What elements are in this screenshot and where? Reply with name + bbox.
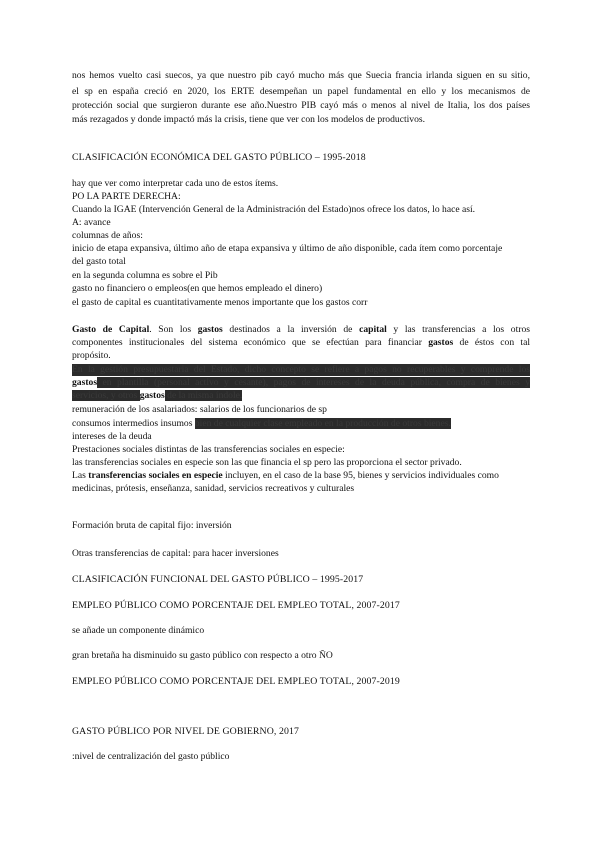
fbcf-line: Formación bruta de capital fijo: inversión — [72, 520, 232, 531]
note-line: columnas de años: — [72, 230, 143, 241]
capital-definition-line-1: Gasto de Capital. Son los gastos destinados a la inversión de capital y las transferencias a los otros — [72, 324, 530, 335]
heading-clasificacion-economica: CLASIFICACIÓN ECONÓMICA DEL GASTO PÚBLICO – 1995-2018 — [72, 152, 366, 163]
transferencias-line: las transferencias sociales en especie son las que financia el sp pero las proporciona el sector privado. — [72, 457, 462, 468]
capital-definition-line-2: componentes institucionales del sistema económico que se efectúan para financiar gastos de éstos con tal — [72, 337, 531, 348]
gran-bretana-line: gran bretaña ha disminuido su gasto público con respecto a otro ÑO — [72, 650, 333, 661]
prestaciones-line: Prestaciones sociales distintas de las transferencias sociales en especie: — [72, 444, 345, 455]
note-line: gasto no financiero o empleos(en que hemos empleado el dinero) — [72, 283, 323, 294]
highlighted-line-3: servicios, y otros gastos de la misma índole. — [72, 390, 243, 401]
remuneracion-line: remuneración de los asalariados: salarios de los funcionarios de sp — [72, 404, 327, 415]
dinamico-line: se añade un componente dinámico — [72, 625, 205, 636]
centralizacion-line: :nivel de centralización del gasto público — [72, 751, 230, 762]
capital-definition-line-3: propósito. — [72, 350, 111, 361]
intro-line-4: más rezagados y donde impactó más la crisis, tiene que ver con los modelos de productivos. — [72, 114, 426, 125]
intro-line-2: el sp en españa creció en 2020, los ERTE desempeñan un papel fundamental en ello y los mecanismos de — [72, 86, 530, 97]
intro-line-3: protección social que surgieron durante ese año.Nuestro PIB cayó más o menos al nivel de Italia, los dos países — [72, 100, 530, 111]
transferencias-especie-line: Las transferencias sociales en especie incluyen, en el caso de la base 95, bienes y servicios individuales como — [72, 470, 499, 481]
note-line: en la segunda columna es sobre el Pib — [72, 270, 218, 281]
note-line: hay que ver como interpretar cada uno de estos ítems. — [72, 178, 279, 189]
consumos-line: consumos intermedios insumos bien de cualquier clase empleado en la producción de otros bienes. — [72, 418, 451, 429]
heading-gasto-nivel-gobierno: GASTO PÚBLICO POR NIVEL DE GOBIERNO, 2017 — [72, 726, 299, 737]
note-line: Cuando la IGAE (Intervención General de la Administración del Estado)nos ofrece los datos, lo hace así. — [72, 204, 476, 215]
highlighted-line-2: gastos en plantilla (personal activo y cesante), pagos de intereses de la deuda pública, compra de bienes y — [72, 377, 530, 388]
note-line: PO LA PARTE DERECHA: — [72, 191, 181, 202]
note-line: del gasto total — [72, 256, 126, 267]
intereses-line: intereses de la deuda — [72, 431, 152, 442]
heading-empleo-2019: EMPLEO PÚBLICO COMO PORCENTAJE DEL EMPLEO TOTAL, 2007-2019 — [72, 676, 400, 687]
otras-transferencias-line: Otras transferencias de capital: para hacer inversiones — [72, 548, 279, 559]
heading-clasificacion-funcional: CLASIFICACIÓN FUNCIONAL DEL GASTO PÚBLICO – 1995-2017 — [72, 574, 364, 585]
note-line: el gasto de capital es cuantitativamente menos importante que los gastos corr — [72, 297, 368, 308]
note-line: A: avance — [72, 217, 111, 228]
note-line: inicio de etapa expansiva, último año de etapa expansiva y último de año disponible, cada ítem como porcentaje — [72, 243, 503, 254]
intro-line-1: nos hemos vuelto casi suecos, ya que nuestro pib cayó mucho más que Suecia francia irlanda siguen en su sitio, — [72, 70, 530, 81]
medicinas-line: medicinas, prótesis, enseñanza, sanidad, servicios recreativos y culturales — [72, 483, 355, 494]
highlighted-line-1: En la gestión presupuestaria del Estado, dicho concepto se refiere a pagos no recuperables y comprende los — [72, 364, 530, 375]
heading-empleo-2017: EMPLEO PÚBLICO COMO PORCENTAJE DEL EMPLEO TOTAL, 2007-2017 — [72, 600, 400, 611]
